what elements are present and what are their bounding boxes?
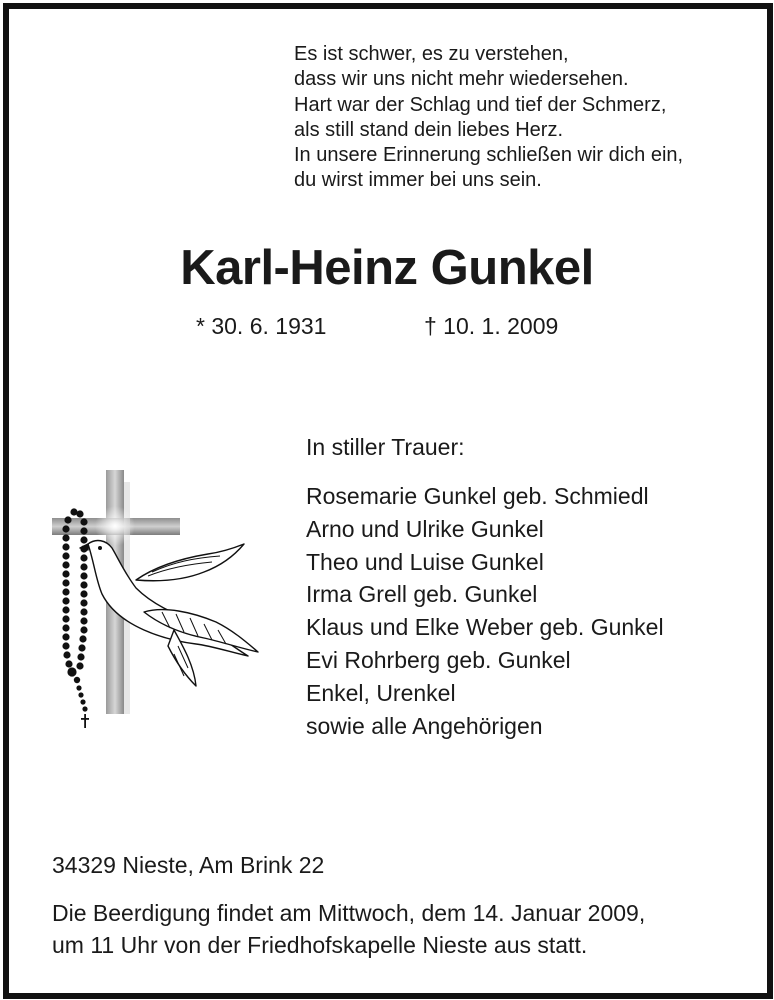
poem-line: Hart war der Schlag und tief der Schmerz,: [294, 93, 667, 116]
mourner-name: Enkel, Urenkel: [306, 679, 456, 706]
poem-line: du wirst immer bei uns sein.: [294, 169, 542, 192]
poem-line: dass wir uns nicht mehr wiedersehen.: [294, 68, 629, 91]
deceased-name: Karl-Heinz Gunkel: [180, 241, 594, 295]
mourner-name: Theo und Luise Gunkel: [306, 548, 544, 575]
poem-line: als still stand dein liebes Herz.: [294, 118, 564, 141]
mourner-name: Rosemarie Gunkel geb. Schmiedl: [306, 483, 649, 509]
birth-date: * 30. 6. 1931: [196, 313, 327, 339]
mourner-name: Arno und Ulrike Gunkel: [306, 515, 544, 542]
poem-line: In unsere Erinnerung schließen wir dich ein,: [294, 144, 684, 167]
mourner-name: Klaus und Elke Weber geb. Gunkel: [306, 614, 664, 641]
mourner-name: Evi Rohrberg geb. Gunkel: [306, 646, 571, 673]
rosary-icon: [62, 508, 89, 728]
poem-line: Es ist schwer, es zu verstehen,: [294, 43, 569, 65]
mourner-name: sowie alle Angehörigen: [306, 712, 543, 739]
death-date: † 10. 1. 2009: [424, 313, 559, 339]
memorial-emblem: [44, 462, 274, 732]
memorial-poem: [294, 42, 683, 194]
mourner-name: Irma Grell geb. Gunkel: [306, 581, 538, 608]
family-address: 34329 Nieste, Am Brink 22: [52, 852, 325, 878]
mourner-list: [306, 480, 664, 742]
funeral-line: um 11 Uhr von der Friedhofskapelle Nieste aus statt.: [52, 932, 588, 958]
funeral-line: Die Beerdigung findet am Mittwoch, dem 14. Januar 2009,: [52, 900, 646, 926]
mourning-intro: In stiller Trauer:: [306, 434, 465, 460]
funeral-notice: [52, 897, 645, 961]
